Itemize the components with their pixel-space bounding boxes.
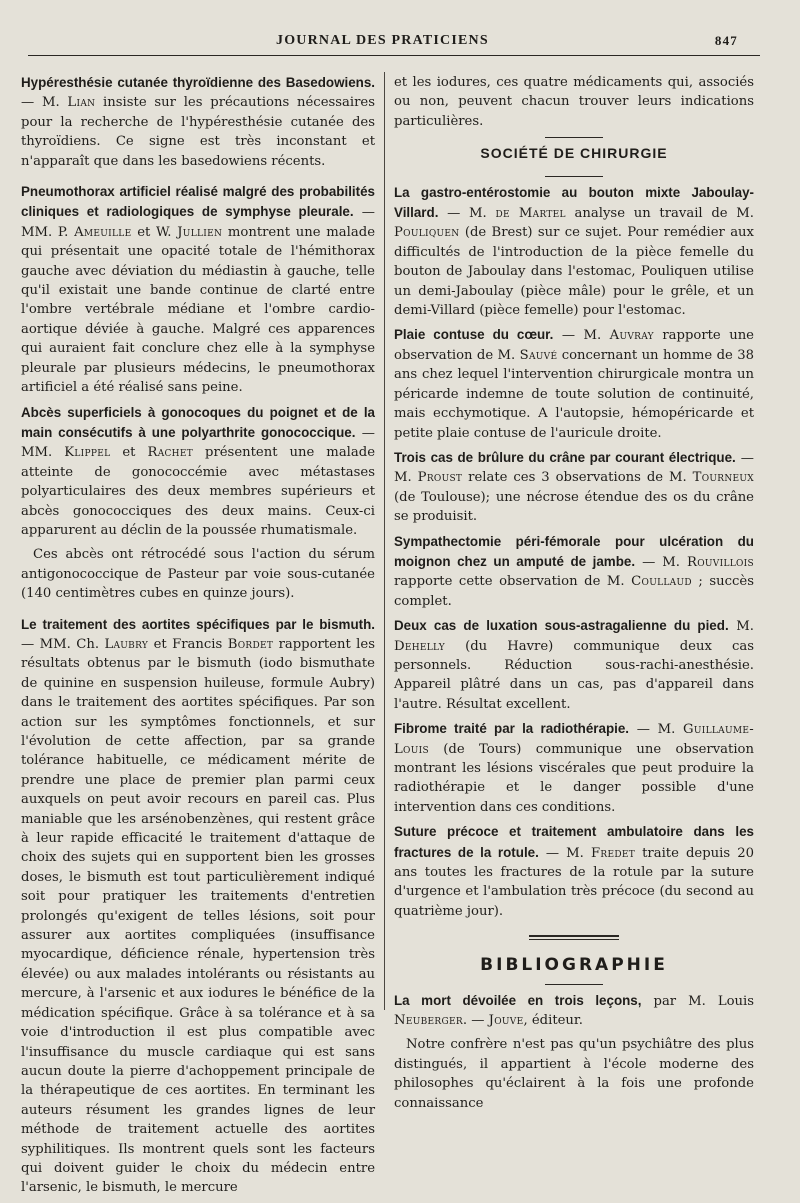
article-fibrome: Fibrome traité par la radiothérapie. — M. Guillaume-Louis (de Tours) communique une observation montrant les lésions viscérales que peut produire la radiothérapie et le danger possible d'une intervention dans ces conditions. xyxy=(394,721,754,815)
article-title: Fibrome traité par la radiothérapie. xyxy=(394,721,630,737)
running-head xyxy=(0,33,800,53)
article-luxation: Deux cas de luxation sous-astragalienne du pied. M. Dehelly (du Havre) communique deux cas personnels. Réduction sous-rachi-anesthésie. Appareil plâtré dans un cas, pas d'appareil dans l'autre. Résultat excellent. xyxy=(394,618,754,712)
article-body-paragraph: Ces abcès ont rétrocédé sous l'action du sérum antigonococcique de Pasteur par voie sous-cutanée (140 centimètres cubes en quinze jours). xyxy=(21,547,375,602)
article-suture-rotule: Suture précoce et traitement ambulatoire dans les fractures de la rotule. — M. Fredet traite depuis 20 ans toutes les fractures de la rotule par la suture d'urgence et l'ambulation très précoce (du second au quatrième jour). xyxy=(394,824,754,919)
column-divider xyxy=(384,72,385,1010)
section-rule xyxy=(545,176,603,177)
article-title: Pneumothorax artificiel réalisé malgré des probabilités cliniques et radiologiques de symphyse pleurale. xyxy=(21,184,375,220)
journal-title: JOURNAL DES PRATICIENS xyxy=(276,33,489,48)
article-plaie-coeur: Plaie contuse du cœur. — M. Auvray rapporte une observation de M. Sauvé concernant un homme de 38 ans chez lequel l'intervention chirurgicale montra un péricarde indemne de toute solution de continuité, mais ecchymotique. A l'autopsie, hémopéricarde et petite plaie contuse de l'auricule droite. xyxy=(394,327,754,441)
author-name: Dehelly xyxy=(394,638,445,654)
article-aortites: Le traitement des aortites spécifiques par le bismuth. — MM. Ch. Laubry et Francis Bordet rapportent les résultats obtenus par le bismuth (iodo bismuthate de quinine en suspension huileuse, formule Aubry) dans le traitement des aortites spécifiques. Par son action sur les symptômes fonctionnels, et sur l'évolution de cette affection, par sa grande tolérance habituelle, ce médicament mérite de prendre une place de premier plan parmi ceux auxquels on peut avoir recours en pareil cas. Plus maniable que les arsénobenzènes, qui restent grâce à leur rapide efficacité le traitement d'attaque de choix des sujets qui en supportent bien les grosses doses, le bismuth est tout particulièrement indiqué soit pour pratiquer les traitements d'entretien prolongés qu'exigent de telles lésions, soit pour assurer aux aortites compliquées (insuffisance myocardique, déficience rénale, hypertension très élevée) ou aux malades intolérants ou résistants au mercure, à l'arsenic et aux iodures le bénéfice de la médication spécifique. Grâce à sa tolérance et à sa voie d'introduction il est plus compatible avec l'insuffisance du muscle cardiaque qui est sans aucun doute la pierre d'achoppement principale de la thérapeutique de ces aortites. En terminant les auteurs résument les grandes lignes de leur méthode de traitement actuelle des aortites syphilitiques. Ils montrent quels sont les facteurs qui doivent guider le choix du médecin entre l'arsenic, le bismuth, le mercure xyxy=(21,616,375,1196)
author-name: Proust xyxy=(417,470,463,486)
article-title: La gastro-entérostomie au bouton mixte Jaboulay-Villard. xyxy=(394,184,754,221)
author-name: de Martel xyxy=(495,206,566,222)
article-body: insiste sur les précautions nécessaires pour la recherche de l'hypéresthésie cutanée des thyroïdiens. Ce signe est très inconstant et n'apparaît que dans les basedowiens récents. xyxy=(21,95,375,169)
article-brulure-crane: Trois cas de brûlure du crâne par courant électrique. — M. Proust relate ces 3 observations de M. Tourneux (de Toulouse); une nécrose étendue des os du crâne se produisit. xyxy=(394,449,755,525)
article-sympathectomie: Sympathectomie péri-fémorale pour ulcération du moignon chez un amputé de jambe. — M. Rouvillois rapporte cette observation de M. Coullaud ; succès complet. xyxy=(394,533,754,609)
author-name: Rachet xyxy=(147,445,194,461)
article-body: ; succès complet. xyxy=(394,574,754,609)
right-column xyxy=(394,73,754,1118)
article-title: Le traitement des aortites spécifiques par le bismuth. xyxy=(21,616,375,632)
article-body: concernant un homme de 38 ans chez lequel l'intervention chirurgicale montra un péricarde indemne de toute solution de continuité, mais ecchymotique. A l'autopsie, hémopéricarde et petite plaie contuse de l'auricule droite. xyxy=(394,347,754,441)
article-title: Suture précoce et traitement ambulatoire dans les fractures de la rotule. xyxy=(394,824,754,860)
continued-text: et les iodures, ces quatre médicaments qui, associés ou non, peuvent chacun trouver leurs indications particulières. xyxy=(394,75,754,129)
article-title: Hypéresthésie cutanée thyroïdienne des Basedowiens. xyxy=(21,75,375,90)
left-column xyxy=(21,73,375,1203)
author-name: Tourneux xyxy=(692,470,755,486)
article-body: (de Tours) communique une observation montrant les lésions viscérales que peut produire la radiothérapie et le danger possible d'une intervention dans ces conditions. xyxy=(394,741,754,815)
section-heading-societe-chirurgie: SOCIÉTÉ DE CHIRURGIE xyxy=(480,145,668,162)
section-rule xyxy=(545,137,603,138)
article-hyperesthesie: Hypéresthésie cutanée thyroïdienne des Basedowiens. — M. Lian insiste sur les précautions nécessaires pour la recherche de l'hypéresthésie cutanée des thyroïdiens. Ce signe est très inconstant et n'apparaît que dans les basedowiens récents. xyxy=(21,75,375,169)
author-name: Auvray xyxy=(609,328,654,344)
article-body: montrent une malade qui présentait une opacité totale de l'hémithorax gauche avec déviation du médiastin à gauche, telle qu'il existait une bande continue de clarté entre l'ombre vertébrale médiane et l'ombre cardio-aortique déviée à gauche. Malgré ces apparences qui auraient fait conclure chez elle à la symphyse pleurale par plusieurs médecins, le pneumothorax artificiel a été réalisé sans peine. xyxy=(21,224,375,396)
author-name: Bordet xyxy=(227,636,274,652)
article-pneumothorax: Pneumothorax artificiel réalisé malgré des probabilités cliniques et radiologiques de symphyse pleurale. — MM. P. Ameuille et W. Jullien montrent une malade qui présentait une opacité totale de l'hémithorax gauche avec déviation du médiastin à gauche, telle qu'il existait une bande continue de clarté entre l'ombre vertébrale médiane et l'ombre cardio-aortique déviée à gauche. Malgré ces apparences qui auraient fait conclure chez elle à la symphyse pleurale par plusieurs médecins, le pneumothorax artificiel a été réalisé sans peine. xyxy=(21,184,375,396)
article-title: Deux cas de luxation sous-astragalienne du pied. xyxy=(394,618,729,634)
article-body: (de Toulouse); une nécrose étendue des os du crâne se produisit. xyxy=(394,489,754,525)
author-name: Pouliquen xyxy=(394,225,460,241)
author-name: Laubry xyxy=(104,636,149,652)
review-body: Notre confrère n'est pas qu'un psychiâtre des plus distingués, il appartient à l'école moderne des philosophes qu'éclairent à la fois une profonde connaissance xyxy=(394,1037,754,1111)
publisher-name: Jouve xyxy=(488,1013,524,1029)
author-name: Fredet xyxy=(590,845,636,861)
article-title: Plaie contuse du cœur. xyxy=(394,327,554,343)
author-name: Sauvé xyxy=(519,347,558,363)
article-gastro-enterostomie: La gastro-entérostomie au bouton mixte Jaboulay-Villard. — M. de Martel analyse un travail de M. Pouliquen (de Brest) sur ce sujet. Pour remédier aux difficultés de l'introduction de la pièce femelle du bouton de Jaboulay dans l'estomac, Pouliquen utilise un demi-Jaboulay (pièce mâle) pour le grêle, et un demi-Villard (pièce femelle) pour l'estomac. xyxy=(394,184,754,319)
author-name: Rouvillois xyxy=(687,554,754,570)
article-body: (du Havre) communique deux cas personnels. Réduction sous-rachi-anesthésie. Appareil plâtré dans un cas, pas d'appareil dans l'autre. Résultat excellent. xyxy=(394,638,754,712)
section-heading-bibliographie: BIBLIOGRAPHIE xyxy=(480,955,668,976)
header-rule xyxy=(28,55,760,56)
article-title: Sympathectomie péri-fémorale pour ulcération du moignon chez un amputé de jambe. xyxy=(394,533,754,569)
book-title: La mort dévoilée en trois leçons, xyxy=(394,992,642,1008)
author-name: Jullien xyxy=(177,224,223,240)
section-rule xyxy=(545,984,603,985)
author-name: Klippel xyxy=(64,445,111,461)
author-name: Guillaume-Louis xyxy=(394,722,754,757)
author-name: Ameuille xyxy=(74,224,132,240)
article-title: Trois cas de brûlure du crâne par courant électrique. xyxy=(394,449,736,465)
page-number: 847 xyxy=(714,33,738,48)
section-double-rule xyxy=(529,935,619,940)
review-mort-devoilee: La mort dévoilée en trois leçons, par M. Louis Neuberger. — Jouve, éditeur. xyxy=(394,992,755,1029)
article-title: Abcès superficiels à gonocoques du poignet et de la main consécutifs à une polyarthrite gonococcique. xyxy=(21,404,375,440)
author-name: Neuberger xyxy=(394,1013,463,1029)
author-name: Lian xyxy=(67,95,96,111)
article-body: traite depuis 20 ans toutes les fractures de la rotule par la suture d'urgence et l'ambulation très précoce (du second au quatrième jour). xyxy=(394,845,754,919)
article-body: présentent une malade atteinte de gonococcémie avec métastases polyarticulaires des deux membres supérieurs et abcès gonococciques des deux mains. Ceux-ci apparurent au déclin de la poussée rhumatismale. xyxy=(21,445,376,538)
author-name: Coullaud xyxy=(631,574,692,590)
article-abces: Abcès superficiels à gonocoques du poignet et de la main consécutifs à une polyarthrite gonococcique. — MM. Klippel et Rachet présentent une malade atteinte de gonococcémie avec métastases polyarticulaires des deux membres supérieurs et abcès gonococciques des deux mains. Ceux-ci apparurent au déclin de la poussée rhumatismale. xyxy=(21,404,376,538)
article-body: rapportent les résultats obtenus par le bismuth (iodo bismuthate de quinine en suspension huileuse, formule Aubry) dans le traitement des aortites spécifiques. Par son action sur les symptômes fonctionnels, et sur l'évolution de cette affection, par sa grande tolérance habituelle, ce médicament mérite de prendre une place de premier plan parmi ceux auxquels on peut avoir recours en pareil cas. Plus maniable que les arsénobenzènes, qui restent grâce à leur rapide efficacité le traitement d'attaque de choix des sujets qui en supportent bien les grosses doses, le bismuth est tout particulièrement indiqué soit pour pratiquer les traitements d'entretien prolongés qu'exigent de telles lésions, soit pour assurer aux aortites compliquées (insuffisance myocardique, déficience rénale, hypertension très élevée) ou aux malades intolérants ou résistants au mercure, à l'arsenic et aux iodures le bénéfice de la médication spécifique. Grâce à sa tolérance et à sa voie d'introduction il est plus compatible avec l'insuffisance du muscle cardiaque qui est sans aucun doute la pierre d'achoppement principale de la thérapeutique de ces aortites. En terminant les auteurs résument les grandes lignes de leur méthode de traitement actuelle des aortites syphilitiques. Ils montrent quels sont les facteurs qui doivent guider le choix du médecin entre l'arsenic, le bismuth, le mercure xyxy=(21,636,375,1196)
article-body: (de Brest) sur ce sujet. Pour remédier aux difficultés de l'introduction de la pièce femelle du bouton de Jaboulay dans l'estomac, Pouliquen utilise un demi-Jaboulay (pièce mâle) pour le grêle, et un demi-Villard (pièce femelle) pour l'estomac. xyxy=(394,225,754,319)
